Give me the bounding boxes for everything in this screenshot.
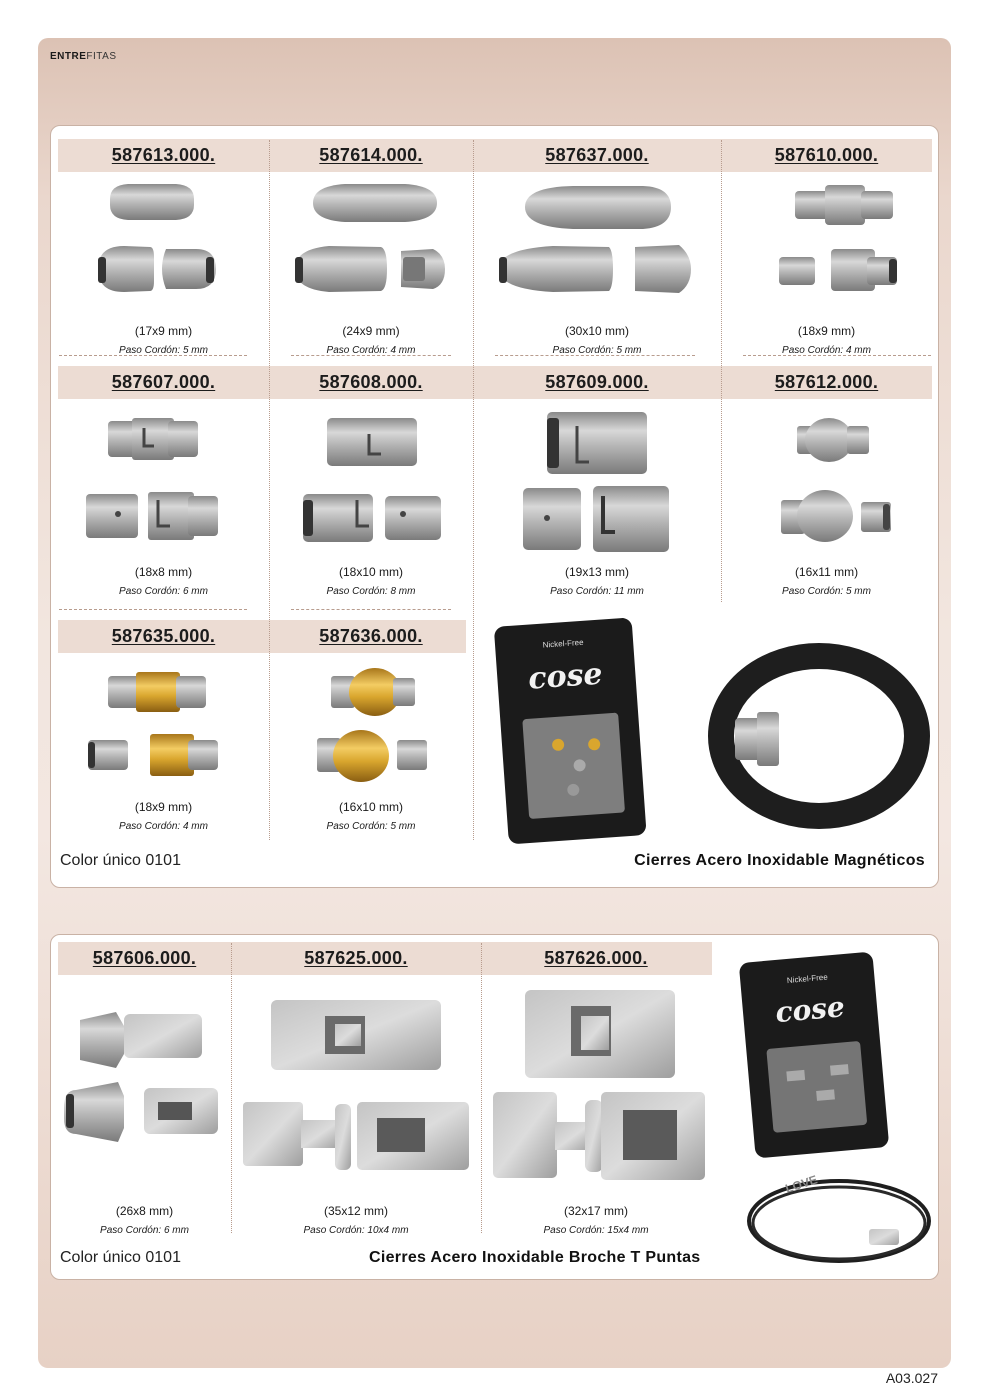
product-card[interactable] — [473, 366, 721, 606]
product-size: (16x10 mm) — [338, 800, 403, 814]
cord-size: Paso Cordón: 10x4 mm — [303, 1225, 409, 1236]
product-card[interactable] — [269, 139, 473, 354]
product-code: 587625.000. — [304, 948, 408, 968]
cord-size: Paso Cordón: 6 mm — [119, 586, 208, 597]
cord-size: Paso Cordón: 4 mm — [119, 821, 208, 832]
product-code: 587637.000. — [545, 145, 649, 165]
product-code: 587635.000. — [111, 626, 216, 646]
product-size: (18x9 mm) — [134, 800, 193, 814]
clasp-image — [58, 942, 231, 1242]
cord-size: Paso Cordón: 5 mm — [119, 345, 208, 356]
product-code: 587610.000. — [774, 145, 879, 165]
cord-size: Paso Cordón: 4 mm — [782, 345, 871, 356]
product-card[interactable] — [269, 366, 473, 606]
product-size: (19x13 mm) — [564, 565, 629, 579]
cord-size: Paso Cordón: 5 mm — [552, 345, 642, 356]
product-code: 587607.000. — [111, 372, 216, 392]
product-size: (26x8 mm) — [115, 1204, 174, 1218]
product-code: 587626.000. — [544, 948, 648, 968]
package-logo: cose — [527, 656, 604, 697]
package-top-text: Nickel-Free — [542, 637, 584, 650]
product-code: 587608.000. — [319, 372, 423, 392]
package-top-text: Nickel-Free — [786, 972, 829, 986]
product-card[interactable] — [58, 366, 269, 606]
product-card[interactable] — [481, 942, 711, 1242]
color-note: Color único 0101 — [60, 852, 181, 869]
package-logo: cose — [774, 990, 846, 1030]
clasp-image — [58, 139, 269, 354]
product-size: (24x9 mm) — [342, 324, 400, 338]
bracelet-word: LOVE — [783, 1172, 819, 1196]
product-size: (18x10 mm) — [338, 565, 403, 579]
clasp-image — [269, 139, 473, 354]
cord-size: Paso Cordón: 6 mm — [100, 1225, 189, 1236]
divider — [59, 609, 247, 610]
cord-size: Paso Cordón: 11 mm — [550, 586, 644, 597]
cord-size: Paso Cordón: 5 mm — [782, 586, 871, 597]
product-size: (35x12 mm) — [323, 1204, 388, 1218]
product-card[interactable] — [58, 620, 269, 840]
product-code: 587613.000. — [111, 145, 216, 165]
product-card[interactable] — [721, 139, 932, 354]
clasp-image — [481, 942, 711, 1242]
clasp-image — [721, 139, 932, 354]
product-size: (16x11 mm) — [794, 565, 859, 579]
section-title: Cierres Acero Inoxidable Magnéticos — [634, 852, 925, 869]
t-bar-clasps-panel — [50, 934, 939, 1280]
clasp-image — [231, 942, 481, 1242]
brand-logo: ENTREFITAS — [50, 51, 117, 62]
divider — [291, 609, 451, 610]
product-size: (30x10 mm) — [564, 324, 629, 338]
page-number: A03.027 — [885, 1370, 938, 1386]
cord-size: Paso Cordón: 8 mm — [326, 586, 416, 597]
product-size: (18x9 mm) — [797, 324, 856, 338]
product-code: 587609.000. — [545, 372, 649, 392]
product-card[interactable] — [58, 942, 231, 1242]
color-note: Color único 0101 — [60, 1249, 181, 1266]
cord-size: Paso Cordón: 4 mm — [326, 345, 416, 356]
product-card[interactable] — [721, 366, 932, 606]
product-code: 587614.000. — [319, 145, 423, 165]
product-card[interactable] — [58, 139, 269, 354]
product-code: 587606.000. — [92, 948, 197, 968]
product-package-photo — [739, 951, 939, 1271]
product-card[interactable] — [231, 942, 481, 1242]
clasp-image — [473, 139, 721, 354]
product-size: (32x17 mm) — [563, 1204, 628, 1218]
product-package-photo — [499, 618, 929, 848]
product-card[interactable] — [473, 139, 721, 354]
cord-size: Paso Cordón: 15x4 mm — [543, 1225, 649, 1236]
product-size: (17x9 mm) — [134, 324, 193, 338]
cord-size: Paso Cordón: 5 mm — [326, 821, 416, 832]
section-title: Cierres Acero Inoxidable Broche T Puntas — [369, 1249, 701, 1266]
product-size: (18x8 mm) — [134, 565, 193, 579]
product-card[interactable] — [269, 620, 473, 840]
product-code: 587612.000. — [774, 372, 879, 392]
product-code: 587636.000. — [319, 626, 423, 646]
magnetic-clasps-panel — [50, 125, 939, 888]
